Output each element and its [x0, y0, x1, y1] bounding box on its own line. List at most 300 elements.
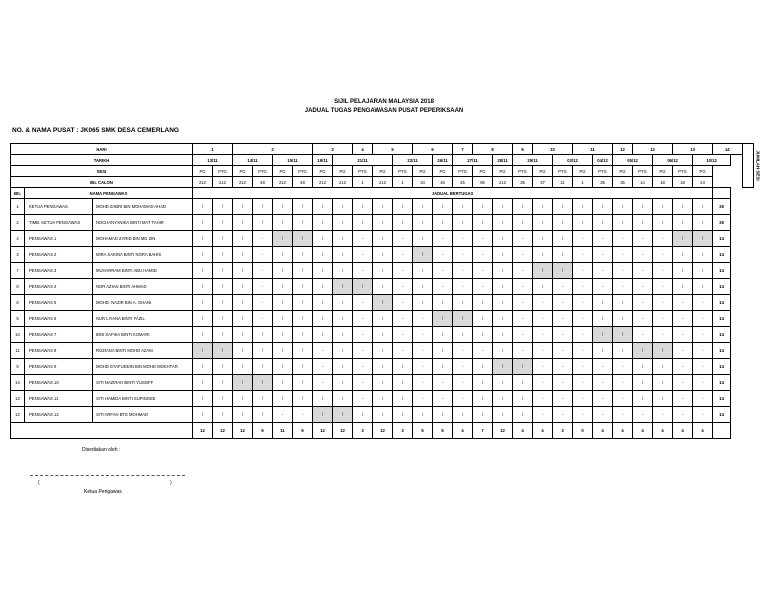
sesi-cell: PTG — [253, 166, 273, 177]
duty-mark: - — [693, 295, 713, 311]
duty-mark: - — [393, 327, 413, 343]
duty-mark: / — [193, 279, 213, 295]
duty-mark: / — [593, 343, 613, 359]
duty-mark: - — [553, 279, 573, 295]
duty-mark: - — [553, 311, 573, 327]
duty-mark: - — [573, 263, 593, 279]
duty-mark: / — [293, 263, 313, 279]
duty-mark: / — [273, 375, 293, 391]
duty-mark: / — [313, 231, 333, 247]
duty-mark: / — [273, 231, 293, 247]
tarikh-cell: 19/11 — [313, 155, 333, 166]
duty-mark: / — [653, 359, 673, 375]
duty-mark: / — [473, 407, 493, 423]
duty-mark: - — [413, 327, 433, 343]
row-bil: 12 — [11, 407, 25, 423]
total-cell: 4 — [653, 423, 673, 439]
duty-mark: / — [693, 247, 713, 263]
row-nama: NUR LIYANA BINTI FAZIL — [93, 311, 193, 327]
row-total: 14 — [713, 391, 731, 407]
total-cell: 12 — [213, 423, 233, 439]
total-cell: 6 — [253, 423, 273, 439]
duty-mark: - — [593, 263, 613, 279]
duty-mark: / — [513, 199, 533, 215]
table-row — [11, 215, 754, 231]
duty-mark: / — [513, 359, 533, 375]
row-nama: NOR AZIAN BINTI AHMAD — [93, 279, 193, 295]
duty-mark: / — [293, 231, 313, 247]
duty-mark: / — [293, 343, 313, 359]
total-cell: 4 — [533, 423, 553, 439]
duty-mark: - — [553, 407, 573, 423]
duty-mark: / — [273, 295, 293, 311]
duty-mark: - — [413, 359, 433, 375]
bil-calon-cell: 18 — [653, 177, 673, 188]
tarikh-cell: 26/11 — [433, 155, 453, 166]
duty-mark: / — [253, 407, 273, 423]
duty-mark: - — [513, 343, 533, 359]
duty-mark: / — [333, 311, 353, 327]
duty-mark: / — [393, 407, 413, 423]
bil-calon-label: BIL CALON — [11, 177, 193, 188]
sesi-row — [11, 166, 754, 177]
tarikh-cell: 04/12 — [593, 155, 613, 166]
table-row — [11, 375, 754, 391]
row-total: 14 — [713, 247, 731, 263]
table-row — [11, 311, 754, 327]
duty-mark: / — [213, 343, 233, 359]
duty-mark: / — [673, 199, 693, 215]
bil-calon-cell: 11 — [553, 177, 573, 188]
duty-mark: - — [673, 375, 693, 391]
duty-mark: / — [333, 215, 353, 231]
row-jawatan: KETUA PENGAWAS — [25, 199, 93, 215]
duty-mark: / — [373, 199, 393, 215]
duty-mark: - — [653, 279, 673, 295]
tarikh-cell: 14/11 — [233, 155, 273, 166]
row-jawatan: PENGAWAS 12 — [25, 407, 93, 423]
duty-mark: / — [433, 295, 453, 311]
hari-cell: 12 — [633, 144, 673, 155]
duty-mark: - — [673, 295, 693, 311]
duty-mark: / — [253, 199, 273, 215]
duty-mark: - — [253, 263, 273, 279]
bil-calon-cell: 48 — [293, 177, 313, 188]
row-bil: 9 — [11, 359, 25, 375]
duty-mark: - — [253, 247, 273, 263]
duty-mark: - — [473, 231, 493, 247]
duty-mark: / — [393, 215, 413, 231]
duty-mark: / — [213, 231, 233, 247]
duty-mark: - — [613, 279, 633, 295]
duty-mark: / — [273, 391, 293, 407]
duty-mark: / — [253, 391, 273, 407]
duty-mark: - — [273, 407, 293, 423]
duty-mark: / — [593, 327, 613, 343]
duty-mark: - — [313, 343, 333, 359]
duty-mark: - — [693, 311, 713, 327]
duty-mark: / — [373, 215, 393, 231]
duty-mark: - — [573, 375, 593, 391]
tarikh-label: TARIKH — [11, 155, 193, 166]
duty-mark: / — [493, 263, 513, 279]
duty-mark: - — [453, 391, 473, 407]
sesi-cell: PG — [473, 166, 493, 177]
duty-mark: - — [353, 263, 373, 279]
total-cell: 12 — [493, 423, 513, 439]
duty-mark: - — [673, 327, 693, 343]
duty-mark: / — [473, 311, 493, 327]
duty-mark: - — [253, 311, 273, 327]
row-nama: BINI SAFIKA BINTI KOMARI — [93, 327, 193, 343]
jumlah-sesi-header — [742, 144, 761, 188]
sesi-cell: PG — [433, 166, 453, 177]
duty-mark: / — [373, 279, 393, 295]
sesi-cell: PG — [233, 166, 253, 177]
duty-mark: / — [193, 263, 213, 279]
duty-mark: / — [233, 343, 253, 359]
row-bil: 13 — [11, 391, 25, 407]
row-total: 14 — [713, 375, 731, 391]
duty-mark: / — [633, 343, 653, 359]
duty-mark: / — [333, 343, 353, 359]
row-total: 26 — [713, 199, 731, 215]
duty-mark: / — [373, 407, 393, 423]
duty-mark: - — [513, 327, 533, 343]
row-total: 14 — [713, 279, 731, 295]
duty-mark: - — [693, 375, 713, 391]
table-row — [11, 295, 754, 311]
bil-calon-cell: 212 — [273, 177, 293, 188]
duty-mark: / — [373, 295, 393, 311]
row-nama: SITI HAMIDA BINTI SUPINGEE — [93, 391, 193, 407]
duty-mark: / — [413, 215, 433, 231]
table-row — [11, 343, 754, 359]
sesi-cell: PTG — [593, 166, 613, 177]
duty-mark: - — [513, 263, 533, 279]
hari-cell: 12 — [613, 144, 633, 155]
duty-mark: / — [193, 391, 213, 407]
duty-mark: / — [653, 343, 673, 359]
duty-mark: - — [433, 391, 453, 407]
duty-mark: - — [413, 391, 433, 407]
duty-mark: - — [693, 343, 713, 359]
duty-mark: / — [633, 359, 653, 375]
duty-mark: / — [193, 199, 213, 215]
duty-mark: - — [693, 407, 713, 423]
duty-mark: - — [693, 391, 713, 407]
duty-mark: / — [433, 359, 453, 375]
duty-mark: / — [213, 407, 233, 423]
sesi-cell: PG — [493, 166, 513, 177]
row-jawatan: PENGAWAS 5 — [25, 295, 93, 311]
duty-mark: - — [393, 279, 413, 295]
row-bil: 6 — [11, 295, 25, 311]
duty-mark: - — [653, 327, 673, 343]
sesi-cell: PTG — [633, 166, 653, 177]
duty-mark: - — [513, 231, 533, 247]
duty-mark: - — [533, 359, 553, 375]
sesi-cell: PG — [373, 166, 393, 177]
duty-mark: / — [553, 199, 573, 215]
duty-mark: - — [473, 279, 493, 295]
bil-calon-cell: 35 — [613, 177, 633, 188]
duty-mark: / — [593, 199, 613, 215]
duty-mark: / — [693, 231, 713, 247]
duty-mark: / — [673, 231, 693, 247]
duty-mark: - — [633, 407, 653, 423]
duty-mark: / — [693, 279, 713, 295]
duty-mark: / — [593, 215, 613, 231]
duty-mark: - — [673, 391, 693, 407]
bil-header: BIL — [11, 188, 25, 199]
sesi-cell: PG — [273, 166, 293, 177]
hari-cell: 8 — [473, 144, 513, 155]
duty-mark: / — [333, 247, 353, 263]
duty-mark: - — [593, 231, 613, 247]
duty-mark: - — [413, 311, 433, 327]
duty-mark: / — [393, 391, 413, 407]
total-cell: 7 — [473, 423, 493, 439]
row-nama: MIRA SAKINA BINTI NORA BAHIS — [93, 247, 193, 263]
sesi-cell: PG — [693, 166, 713, 177]
tarikh-cell: 28/11 — [493, 155, 513, 166]
duty-mark: - — [573, 359, 593, 375]
row-total: 26 — [713, 215, 731, 231]
duty-mark: / — [673, 215, 693, 231]
duty-mark: - — [353, 359, 373, 375]
bil-calon-cell: 37 — [533, 177, 553, 188]
jadual-bertugas-header: JADUAL BERTUGAS — [193, 188, 713, 199]
duty-mark: / — [693, 215, 713, 231]
duty-mark: - — [293, 407, 313, 423]
duty-mark: / — [673, 247, 693, 263]
duty-mark: - — [253, 231, 273, 247]
row-total: 14 — [713, 343, 731, 359]
duty-mark: / — [213, 327, 233, 343]
duty-mark: / — [473, 327, 493, 343]
duty-mark: / — [533, 247, 553, 263]
duty-mark: - — [353, 375, 373, 391]
duty-mark: / — [213, 375, 233, 391]
tarikh-cell: 05/12 — [613, 155, 653, 166]
bil-calon-cell: 24 — [693, 177, 713, 188]
table-row — [11, 391, 754, 407]
duty-mark: / — [253, 327, 273, 343]
duty-mark: / — [393, 199, 413, 215]
duty-mark: / — [193, 231, 213, 247]
row-bil: 3 — [11, 247, 25, 263]
total-cell: 12 — [373, 423, 393, 439]
duty-schedule-table — [10, 143, 761, 439]
tarikh-cell: 06/12 — [653, 155, 693, 166]
row-bil: 5 — [11, 311, 25, 327]
duty-mark: / — [573, 199, 593, 215]
hari-cell: 1 — [193, 144, 233, 155]
duty-mark: - — [673, 343, 693, 359]
sesi-cell: PG — [333, 166, 353, 177]
prepared-by-label: Disediakan oleh : — [82, 447, 121, 453]
duty-mark: / — [353, 199, 373, 215]
duty-mark: / — [233, 311, 253, 327]
row-jawatan: PENGAWAS 7 — [25, 327, 93, 343]
row-jawatan: PENGAWAS 4 — [25, 279, 93, 295]
duty-mark: / — [193, 343, 213, 359]
duty-mark: - — [393, 231, 413, 247]
duty-mark: - — [613, 231, 633, 247]
total-cell: 4 — [513, 423, 533, 439]
total-cell: 5 — [413, 423, 433, 439]
duty-mark: / — [493, 215, 513, 231]
bil-calon-cell: 45 — [433, 177, 453, 188]
bil-calon-cell: 35 — [513, 177, 533, 188]
table-row — [11, 359, 754, 375]
duty-mark: - — [633, 279, 653, 295]
table-row — [11, 279, 754, 295]
duty-mark: / — [313, 311, 333, 327]
duty-mark: / — [533, 263, 553, 279]
total-cell: 4 — [633, 423, 653, 439]
duty-mark: - — [353, 231, 373, 247]
row-jawatan: PENGAWAS 1 — [25, 231, 93, 247]
duty-mark: / — [313, 215, 333, 231]
duty-mark: / — [233, 263, 253, 279]
duty-mark: / — [193, 215, 213, 231]
duty-mark: / — [433, 327, 453, 343]
duty-mark: / — [633, 391, 653, 407]
row-jawatan: PENGAWAS 8 — [25, 343, 93, 359]
bil-calon-cell: 212 — [313, 177, 333, 188]
duty-mark: - — [593, 359, 613, 375]
duty-mark: - — [593, 407, 613, 423]
duty-mark: / — [213, 295, 233, 311]
row-total: 14 — [713, 311, 731, 327]
duty-mark: / — [233, 327, 253, 343]
duty-mark: / — [213, 311, 233, 327]
duty-mark: - — [673, 359, 693, 375]
duty-mark: - — [633, 311, 653, 327]
row-total: 14 — [713, 263, 731, 279]
total-cell: 4 — [693, 423, 713, 439]
duty-mark: / — [273, 327, 293, 343]
duty-mark: / — [493, 295, 513, 311]
duty-mark: - — [313, 375, 333, 391]
tarikh-cell: 15/11 — [273, 155, 313, 166]
tarikh-cell: 22/11 — [393, 155, 433, 166]
total-cell: 3 — [553, 423, 573, 439]
bil-calon-cell: 212 — [213, 177, 233, 188]
total-cell: 3 — [353, 423, 373, 439]
sesi-cell: PG — [313, 166, 333, 177]
duty-mark: / — [373, 263, 393, 279]
duty-mark: / — [293, 327, 313, 343]
duty-mark: / — [193, 375, 213, 391]
total-cell: 4 — [613, 423, 633, 439]
duty-mark: / — [473, 215, 493, 231]
duty-mark: / — [533, 199, 553, 215]
duty-mark: - — [433, 247, 453, 263]
duty-mark: / — [493, 279, 513, 295]
bil-calon-cell: 212 — [233, 177, 253, 188]
duty-mark: / — [233, 279, 253, 295]
duty-mark: / — [353, 407, 373, 423]
duty-mark: - — [573, 279, 593, 295]
sesi-cell: PG — [193, 166, 213, 177]
duty-mark: - — [453, 279, 473, 295]
hari-cell: 6 — [413, 144, 453, 155]
duty-mark: - — [573, 311, 593, 327]
row-nama: SITI ARFAH BTE MOHMAD — [93, 407, 193, 423]
row-nama: MUHARRAM BINTI ABU HAMID — [93, 263, 193, 279]
duty-mark: - — [613, 391, 633, 407]
duty-mark: - — [353, 327, 373, 343]
duty-mark: / — [553, 247, 573, 263]
duty-mark: / — [613, 327, 633, 343]
duty-mark: / — [493, 391, 513, 407]
duty-mark: / — [313, 247, 333, 263]
duty-mark: / — [293, 247, 313, 263]
duty-mark: - — [653, 231, 673, 247]
duty-mark: / — [193, 295, 213, 311]
row-total: 14 — [713, 295, 731, 311]
row-jawatan: PENGAWAS 10 — [25, 375, 93, 391]
duty-mark: - — [453, 247, 473, 263]
row-nama: MOHD. NAZIR BIN A. GHANI — [93, 295, 193, 311]
duty-mark: - — [513, 311, 533, 327]
row-total: 14 — [713, 359, 731, 375]
duty-mark: / — [453, 311, 473, 327]
sesi-cell: PTG — [293, 166, 313, 177]
row-jawatan: PENGAWAS 2 — [25, 247, 93, 263]
duty-mark: - — [613, 247, 633, 263]
duty-mark: - — [393, 343, 413, 359]
duty-mark: / — [473, 199, 493, 215]
duty-mark: / — [233, 295, 253, 311]
duty-mark: / — [653, 215, 673, 231]
jumlah-sesi-label: JUMLAH SESI — [755, 150, 761, 181]
duty-mark: / — [553, 231, 573, 247]
title-spm: SIJIL PELAJARAN MALAYSIA 2018 — [334, 99, 434, 105]
duty-mark: / — [293, 199, 313, 215]
duty-mark: / — [613, 215, 633, 231]
duty-mark: / — [273, 263, 293, 279]
duty-mark: / — [613, 311, 633, 327]
duty-mark: / — [413, 199, 433, 215]
duty-mark: - — [613, 263, 633, 279]
duty-mark: / — [473, 375, 493, 391]
duty-mark: - — [453, 263, 473, 279]
hari-cell: 4 — [353, 144, 373, 155]
duty-mark: / — [613, 343, 633, 359]
sesi-cell: PG — [413, 166, 433, 177]
sesi-cell: PTG — [513, 166, 533, 177]
duty-mark: / — [533, 279, 553, 295]
duty-mark: / — [593, 311, 613, 327]
table-row — [11, 327, 754, 343]
duty-mark: - — [433, 279, 453, 295]
bil-calon-cell: 1 — [573, 177, 593, 188]
sesi-cell: PG — [613, 166, 633, 177]
duty-mark: / — [693, 199, 713, 215]
row-jawatan: PENGAWAS 6 — [25, 311, 93, 327]
duty-mark: / — [313, 263, 333, 279]
hari-cell: 2 — [233, 144, 313, 155]
duty-mark: / — [193, 311, 213, 327]
duty-mark: - — [553, 295, 573, 311]
sesi-cell: PTG — [353, 166, 373, 177]
duty-mark: - — [453, 231, 473, 247]
duty-mark: / — [513, 407, 533, 423]
